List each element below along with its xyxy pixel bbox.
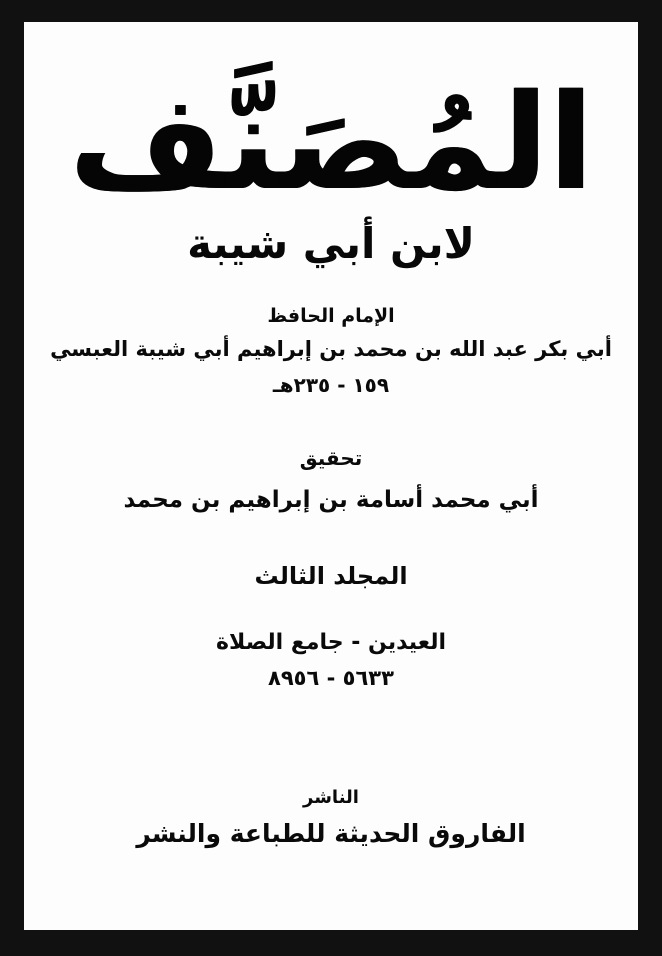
- title-subtitle: لابن أبي شيبة: [187, 218, 475, 268]
- author-block: [50, 302, 612, 400]
- page-title: المُصَنَّف: [68, 66, 594, 220]
- editor-name: أبي محمد أسامة بن إبراهيم بن محمد: [123, 486, 539, 513]
- editor-block: [124, 442, 539, 519]
- contents-sections: العيدين - جامع الصلاة: [216, 630, 447, 656]
- publisher-block: [136, 784, 525, 853]
- publisher-label: الناشر: [303, 786, 359, 808]
- author-dates: ١٥٩ - ٢٣٥هـ: [272, 372, 390, 397]
- book-cover-sheet: [24, 22, 638, 930]
- volume-label: المجلد الثالث: [254, 562, 408, 591]
- contents-block: [216, 626, 446, 695]
- publisher-name: الفاروق الحديثة للطباعة والنشر: [136, 818, 526, 848]
- editor-label: تحقيق: [299, 445, 363, 470]
- author-honorific: الإمام الحافظ: [267, 304, 395, 327]
- contents-hadith-range: ٥٦٣٣ - ٨٩٥٦: [268, 666, 394, 691]
- author-name: أبي بكر عبد الله بن محمد بن إبراهيم أبي شيبة العبسي: [50, 337, 612, 362]
